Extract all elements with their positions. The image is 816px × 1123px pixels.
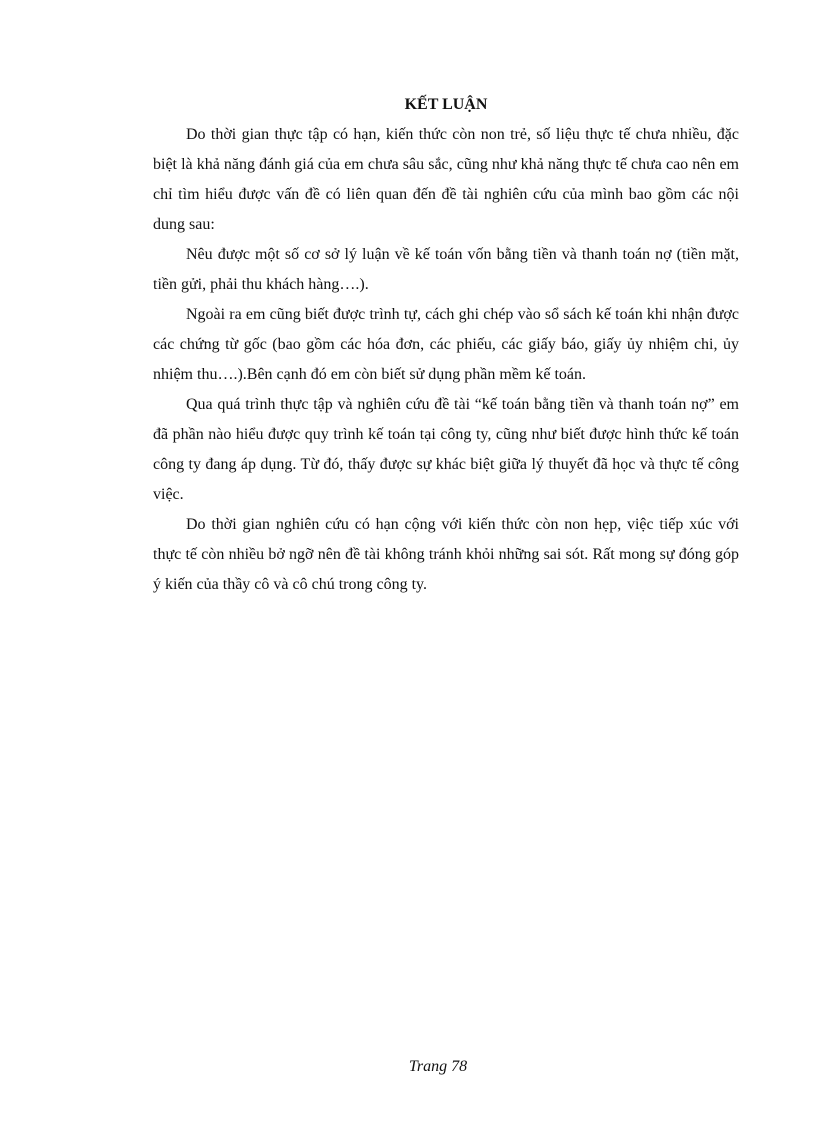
page-title: KẾT LUẬN bbox=[404, 96, 488, 113]
paragraph-3: Ngoài ra em cũng biết được trình tự, cách ghi chép vào sổ sách kế toán khi nhận được các chứng từ gốc (bao gồm các hóa đơn, các phiếu, các giấy báo, giấy ủy nhiệm chi, ủy nhiệm thu….).Bên cạnh đó em còn biết sử dụng phần mềm kế toán. bbox=[153, 306, 739, 383]
page-number: Trang 78 bbox=[408, 1058, 468, 1075]
paragraph-1: Do thời gian thực tập có hạn, kiến thức còn non trẻ, số liệu thực tế chưa nhiều, đặc biệt là khả năng đánh giá của em chưa sâu sắc, cũng như khả năng thực tế chưa cao nên em chỉ tìm hiểu được vấn đề có liên quan đến đề tài nghiên cứu của mình bao gồm các nội dung sau: bbox=[153, 126, 739, 233]
page-content bbox=[153, 90, 739, 600]
paragraph-4: Qua quá trình thực tập và nghiên cứu đề tài “kế toán bằng tiền và thanh toán nợ” em đã phần nào hiểu được quy trình kế toán tại công ty, cũng như biết được hình thức kế toán công ty đang áp dụng. Từ đó, thấy được sự khác biệt giữa lý thuyết đã học và thực tế công việc. bbox=[153, 396, 739, 503]
paragraph-5: Do thời gian nghiên cứu có hạn cộng với kiến thức còn non hẹp, việc tiếp xúc với thực tế còn nhiều bở ngỡ nên đề tài không tránh khỏi những sai sót. Rất mong sự đóng góp ý kiến của thầy cô và cô chú trong công ty. bbox=[153, 516, 739, 593]
paragraph-2: Nêu được một số cơ sở lý luận về kế toán vốn bằng tiền và thanh toán nợ (tiền mặt, tiền gửi, phải thu khách hàng….). bbox=[153, 246, 739, 293]
